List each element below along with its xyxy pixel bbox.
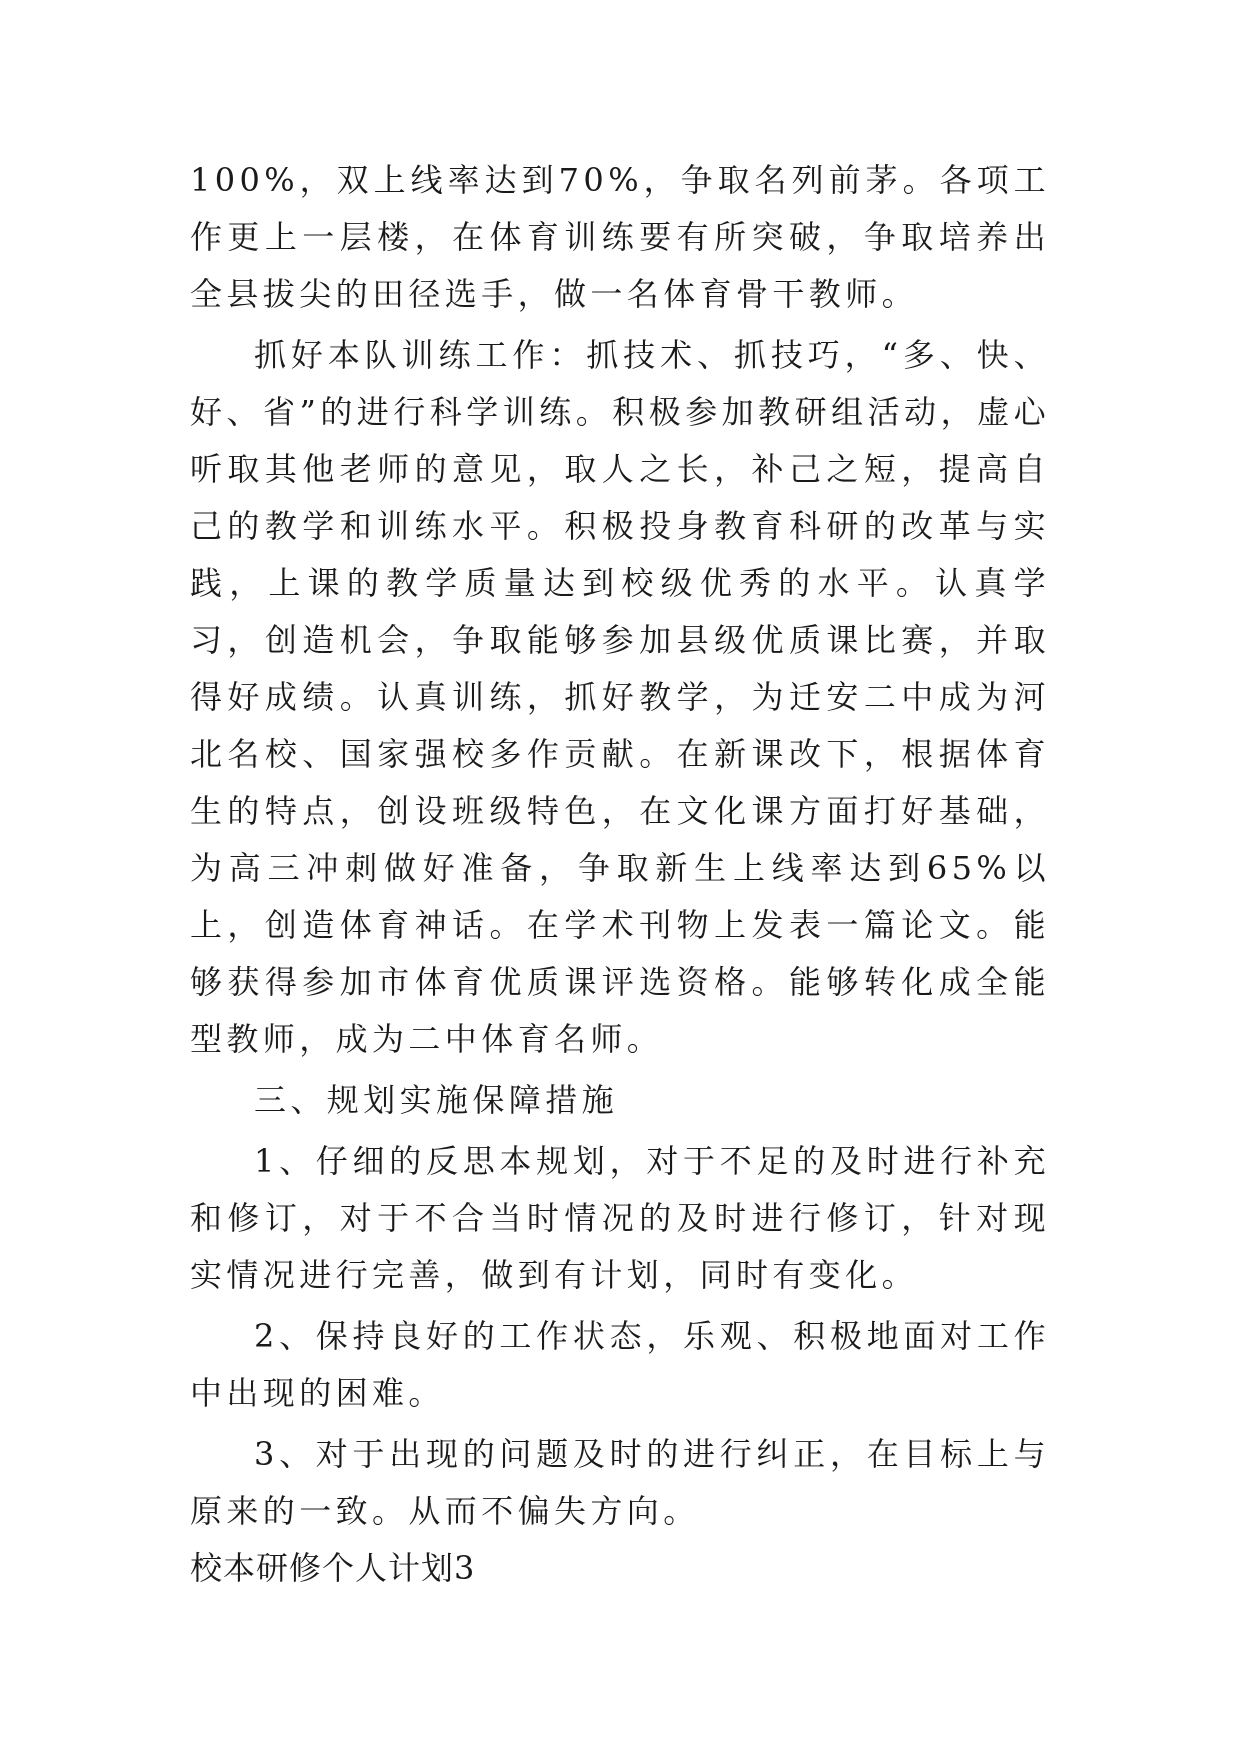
document-body: [190, 152, 1050, 1597]
measure-item-3: 3、对于出现的问题及时的进行纠正，在目标上与原来的一致。从而不偏失方向。: [190, 1435, 1050, 1530]
section-heading-measures: 三、规划实施保障措施: [254, 1081, 619, 1119]
paragraph-training-goals: 抓好本队训练工作：抓技术、抓技巧，“多、快、好、省”的进行科学训练。积极参加教研组活动，虚心听取其他老师的意见，取人之长，补己之短，提高自己的教学和训练水平。积极投身教育科研的改革与实践，上课的教学质量达到校级优秀的水平。认真学习，创造机会，争取能够参加县级优质课比赛，并取得好成绩。认真训练，抓好教学，为迁安二中成为河北名校、国家强校多作贡献。在新课改下，根据体育生的特点，创设班级特色，在文化课方面打好基础，为高三冲刺做好准备，争取新生上线率达到65%以上，创造体育神话。在学术刊物上发表一篇论文。能够获得参加市体育优质课评选资格。能够转化成全能型教师，成为二中体育名师。: [190, 336, 1050, 1058]
paragraph-continuation: 100%，双上线率达到70%，争取名列前茅。各项工作更上一层楼，在体育训练要有所突破，争取培养出全县拔尖的田径选手，做一名体育骨干教师。: [190, 161, 1050, 313]
measure-item-2: 2、保持良好的工作状态，乐观、积极地面对工作中出现的困难。: [190, 1317, 1050, 1412]
measure-item-1: 1、仔细的反思本规划，对于不足的及时进行补充和修订，对于不合当时情况的及时进行修订，针对现实情况进行完善，做到有计划，同时有变化。: [190, 1142, 1050, 1294]
section-title: 校本研修个人计划3: [190, 1549, 476, 1587]
